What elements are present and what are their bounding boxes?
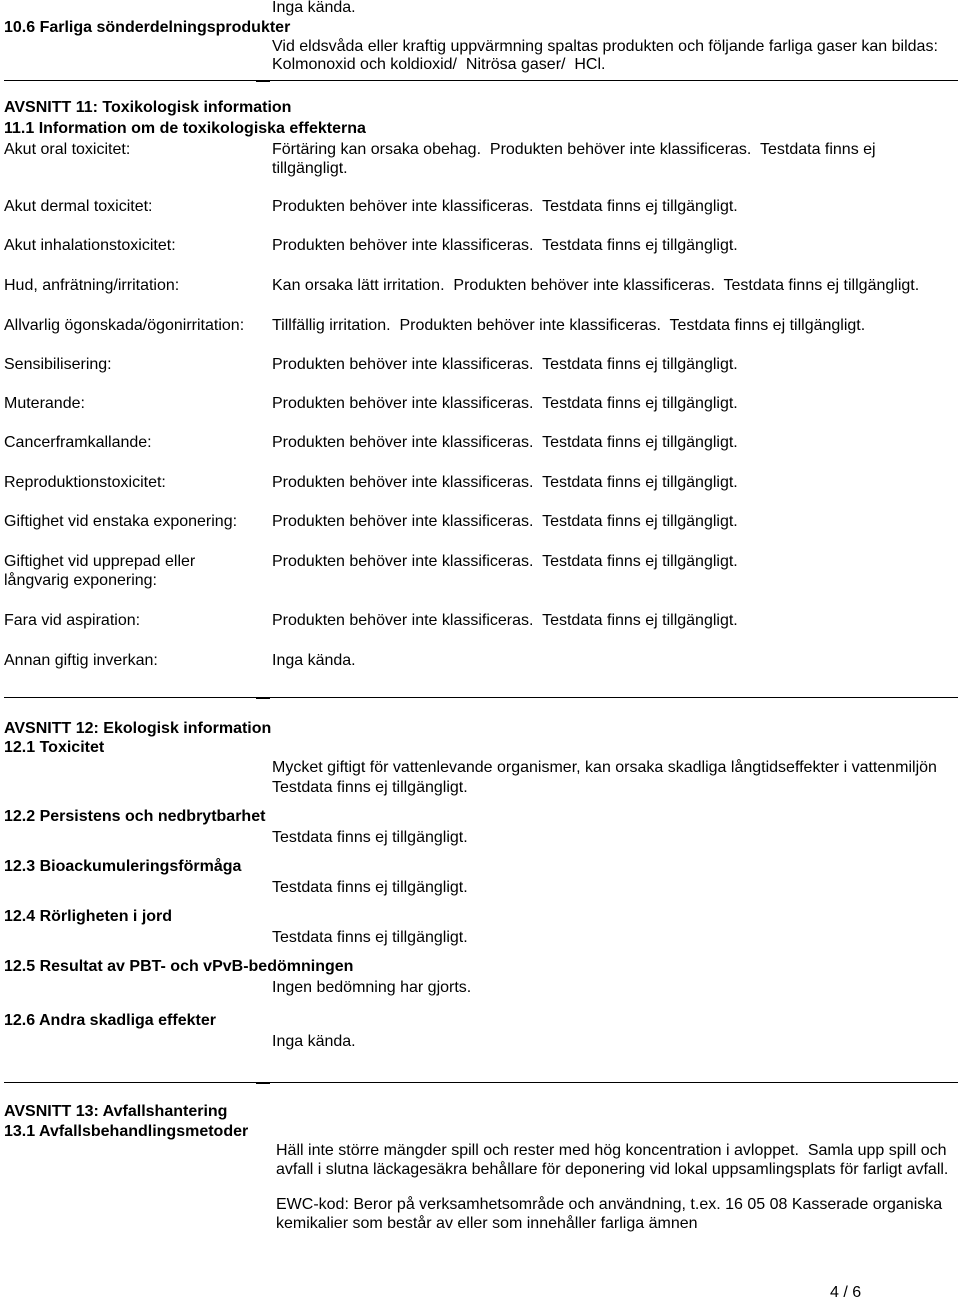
section-divider-mark — [256, 698, 270, 699]
other-toxic-effects-value: Inga kända. — [272, 652, 356, 669]
stot-repeated-exposure-value: Produkten behöver inte klassificeras. Testdata finns ej tillgängligt. — [272, 553, 738, 570]
ewc-code-text: kemikalier som består av eller som innehåller farliga ämnen — [276, 1215, 698, 1232]
stot-single-exposure-value: Produkten behöver inte klassificeras. Testdata finns ej tillgängligt. — [272, 513, 738, 530]
stot-repeated-exposure-label: Giftighet vid upprepad eller — [4, 553, 196, 570]
acute-dermal-toxicity-value: Produkten behöver inte klassificeras. Testdata finns ej tillgängligt. — [272, 198, 738, 215]
section-12-heading: AVSNITT 12: Ekologisk information — [4, 720, 272, 737]
sensitisation-value: Produkten behöver inte klassificeras. Testdata finns ej tillgängligt. — [272, 356, 738, 373]
section-11-heading: AVSNITT 11: Toxikologisk information — [4, 99, 292, 116]
acute-inhalation-toxicity-value: Produkten behöver inte klassificeras. Testdata finns ej tillgängligt. — [272, 237, 738, 254]
disposal-instructions-text: avfall i slutna läckagesäkra behållare för deponering vid lokal uppsamlingsplats för farligt avfall. — [276, 1161, 949, 1178]
section-12-3-heading: 12.3 Bioackumuleringsförmåga — [4, 858, 242, 875]
reproductive-toxicity-value: Produkten behöver inte klassificeras. Testdata finns ej tillgängligt. — [272, 474, 738, 491]
section-divider — [4, 80, 958, 81]
section-12-2-heading: 12.2 Persistens och nedbrytbarhet — [4, 808, 266, 825]
section-10-6-text-line: Kolmonoxid och koldioxid/ Nitrösa gaser/ HCl. — [272, 56, 606, 73]
section-divider-mark — [256, 81, 270, 82]
section-12-1-text: Mycket giftigt för vattenlevande organismer, kan orsaka skadliga långtidseffekter i vattenmiljön — [272, 759, 937, 776]
ewc-code-text: EWC-kod: Beror på verksamhetsområde och användning, t.ex. 16 05 08 Kasserade organiska — [276, 1196, 943, 1213]
section-12-6-heading: 12.6 Andra skadliga effekter — [4, 1012, 216, 1029]
section-12-4-text: Testdata finns ej tillgängligt. — [272, 929, 468, 946]
previous-item-value: Inga kända. — [272, 0, 356, 16]
stot-repeated-exposure-label: långvarig exponering: — [4, 572, 157, 589]
aspiration-hazard-label: Fara vid aspiration: — [4, 612, 141, 629]
other-toxic-effects-label: Annan giftig inverkan: — [4, 652, 158, 669]
section-10-6-text-line: Vid eldsvåda eller kraftig uppvärmning spaltas produkten och följande farliga gaser kan bildas: — [272, 38, 938, 55]
acute-inhalation-toxicity-label: Akut inhalationstoxicitet: — [4, 237, 176, 254]
acute-oral-toxicity-value: tillgängligt. — [272, 160, 348, 177]
section-12-1-heading: 12.1 Toxicitet — [4, 739, 105, 756]
eye-damage-label: Allvarlig ögonskada/ögonirritation: — [4, 317, 245, 334]
section-divider — [4, 697, 958, 698]
section-12-6-text: Inga kända. — [272, 1033, 356, 1050]
mutagenicity-label: Muterande: — [4, 395, 85, 412]
section-12-2-text: Testdata finns ej tillgängligt. — [272, 829, 468, 846]
section-11-1-subheading: 11.1 Information om de toxikologiska effekterna — [4, 120, 366, 137]
section-12-1-text: Testdata finns ej tillgängligt. — [272, 779, 468, 796]
carcinogenicity-label: Cancerframkallande: — [4, 434, 152, 451]
carcinogenicity-value: Produkten behöver inte klassificeras. Testdata finns ej tillgängligt. — [272, 434, 738, 451]
aspiration-hazard-value: Produkten behöver inte klassificeras. Testdata finns ej tillgängligt. — [272, 612, 738, 629]
section-divider — [4, 1082, 958, 1083]
stot-single-exposure-label: Giftighet vid enstaka exponering: — [4, 513, 238, 530]
section-12-3-text: Testdata finns ej tillgängligt. — [272, 879, 468, 896]
section-13-1-subheading: 13.1 Avfallsbehandlingsmetoder — [4, 1123, 249, 1140]
acute-oral-toxicity-label: Akut oral toxicitet: — [4, 141, 131, 158]
acute-oral-toxicity-value: Förtäring kan orsaka obehag. Produkten behöver inte klassificeras. Testdata finns ej — [272, 141, 876, 158]
section-12-5-heading: 12.5 Resultat av PBT- och vPvB-bedömningen — [4, 958, 354, 975]
reproductive-toxicity-label: Reproduktionstoxicitet: — [4, 474, 166, 491]
acute-dermal-toxicity-label: Akut dermal toxicitet: — [4, 198, 153, 215]
section-12-4-heading: 12.4 Rörligheten i jord — [4, 908, 173, 925]
section-12-5-text: Ingen bedömning har gjorts. — [272, 979, 472, 996]
section-13-heading: AVSNITT 13: Avfallshantering — [4, 1103, 228, 1120]
page-number: 4 / 6 — [830, 1284, 862, 1301]
eye-damage-value: Tillfällig irritation. Produkten behöver inte klassificeras. Testdata finns ej tillgängligt. — [272, 317, 866, 334]
mutagenicity-value: Produkten behöver inte klassificeras. Testdata finns ej tillgängligt. — [272, 395, 738, 412]
section-divider-mark — [256, 1083, 270, 1084]
section-10-6-heading: 10.6 Farliga sönderdelningsprodukter — [4, 19, 291, 36]
skin-corrosion-label: Hud, anfrätning/irritation: — [4, 277, 180, 294]
skin-corrosion-value: Kan orsaka lätt irritation. Produkten behöver inte klassificeras. Testdata finns ej tillgängligt. — [272, 277, 920, 294]
sensitisation-label: Sensibilisering: — [4, 356, 112, 373]
disposal-instructions-text: Häll inte större mängder spill och rester med hög koncentration i avloppet. Samla upp spill och — [276, 1142, 947, 1159]
